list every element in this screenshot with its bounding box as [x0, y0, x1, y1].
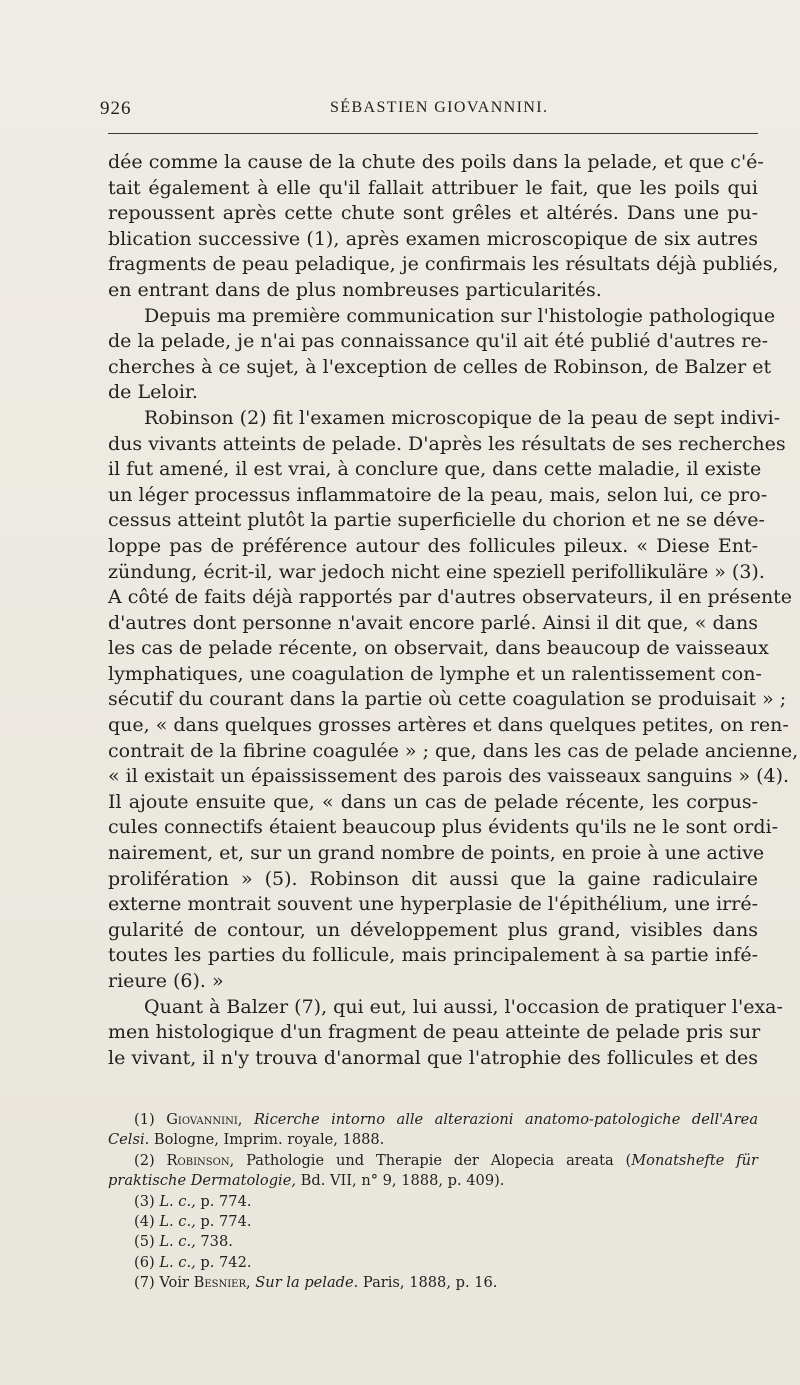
body-line: toutes les parties du follicule, mais principalement à sa partie infé- — [108, 944, 758, 967]
footnote-2-cont — [108, 1171, 758, 1191]
body-line: zündung, écrit-il, war jedoch nicht eine speziell perifollikuläre » (3). — [108, 560, 765, 583]
footnote-3 — [108, 1192, 758, 1212]
footnotes — [108, 1110, 758, 1294]
body-line: externe montrait souvent une hyperplasie de l'épithélium, une irré- — [108, 893, 758, 916]
body-line: dée comme la cause de la chute des poils dans la pelade, et que c'é- — [108, 151, 764, 173]
body-line: « il existait un épaississement des parois des vaisseaux sanguins » (4). — [108, 765, 790, 788]
body-line: nairement, et, sur un grand nombre de points, en proie à une active — [108, 842, 765, 865]
footnote-ref: L. c., — [159, 1233, 196, 1251]
footnote-publisher: Paris, 1888, p. 16. — [362, 1274, 498, 1292]
page-header — [100, 98, 758, 122]
footnote-ref: L. c., — [159, 1192, 196, 1210]
body-text — [108, 150, 799, 1071]
body-line: cessus atteint plutôt la partie superficielle du chorion et ne se déve- — [108, 509, 765, 532]
footnote-number: (4) — [134, 1213, 155, 1231]
body-line: Il ajoute ensuite que, « dans un cas de pelade récente, les corpus- — [108, 790, 758, 813]
footnote-author: Giovannini, — [166, 1111, 243, 1128]
body-line: cules connectifs étaient beaucoup plus évidents qu'ils ne le sont ordi- — [108, 816, 779, 839]
body-line: repoussent après cette chute sont grêles et altérés. Dans une pu- — [108, 202, 758, 225]
body-line: loppe pas de préférence autour des follicules pileux. « Diese Ent- — [108, 534, 758, 557]
footnote-2 — [108, 1151, 758, 1171]
footnote-page: p. 742. — [200, 1253, 252, 1271]
body-line: de Leloir. — [108, 381, 198, 404]
footnote-author: Besnier, — [193, 1274, 251, 1292]
body-line: que, « dans quelques grosses artères et dans quelques petites, on ren- — [108, 714, 789, 737]
footnote-number: (6) — [134, 1253, 155, 1271]
body-line: Quant à Balzer (7), qui eut, lui aussi, l'occasion de pratiquer l'exa- — [144, 995, 783, 1018]
footnote-page: 738. — [200, 1233, 233, 1251]
footnote-1 — [108, 1110, 758, 1130]
body-line: rieure (6). » — [108, 970, 224, 992]
body-line: cherches à ce sujet, à l'exception de celles de Robinson, de Balzer et — [108, 355, 772, 378]
page-number: 926 — [100, 98, 132, 119]
body-line: en entrant dans de plus nombreuses particularités. — [108, 278, 602, 301]
footnote-publisher: Bologne, Imprim. royale, 1888. — [153, 1131, 385, 1149]
footnote-title: Ricerche intorno alle alterazioni anatomo-patologiche dell'Area — [253, 1111, 759, 1128]
footnote-title: Sur la pelade. — [255, 1274, 359, 1292]
body-line: d'autres dont personne n'avait encore parlé. Ainsi il dit que, « dans — [108, 611, 758, 634]
body-line: les cas de pelade récente, on observait, dans beaucoup de vaisseaux — [108, 637, 769, 660]
footnote-number: (3) — [134, 1192, 155, 1210]
footnote-text: Pathologie und Therapie der Alopecia areata ( — [246, 1151, 632, 1169]
footnote-volume: Bd. VII, n° 9, 1888, p. 409). — [300, 1172, 505, 1190]
footnote-6 — [108, 1253, 758, 1273]
footnote-journal: Monatshefte für — [631, 1151, 758, 1169]
footnote-title-cont: Celsi. — [108, 1131, 150, 1149]
footnote-5 — [108, 1232, 758, 1252]
footnote-number: (1) — [134, 1111, 155, 1128]
body-line: de la pelade, je n'ai pas connaissance qu'il ait été publié d'autres re- — [108, 330, 768, 353]
body-line: Robinson (2) fit l'examen microscopique de la peau de sept indivi- — [144, 406, 781, 429]
body-line: Depuis ma première communication sur l'histologie pathologique — [144, 304, 776, 327]
footnote-page: p. 774. — [200, 1192, 252, 1210]
footnote-prefix: Voir — [159, 1274, 189, 1292]
body-line: men histologique d'un fragment de peau atteinte de pelade pris sur — [108, 1021, 761, 1044]
body-line: gularité de contour, un développement plus grand, visibles dans — [108, 918, 758, 941]
body-line: tait également à elle qu'il fallait attribuer le fait, que les poils qui — [108, 176, 758, 199]
body-line: prolifération » (5). Robinson dit aussi que la gaine radiculaire — [108, 867, 758, 890]
footnote-author: Robinson, — [166, 1151, 235, 1169]
footnote-number: (2) — [134, 1151, 155, 1169]
body-line: fragments de peau peladique, je confirmais les résultats déjà publiés, — [108, 253, 779, 276]
body-line: dus vivants atteints de pelade. D'après les résultats de ses recherches — [108, 432, 786, 455]
body-line: sécutif du courant dans la partie où cette coagulation se produisait » ; — [108, 688, 787, 711]
body-line: le vivant, il n'y trouva d'anormal que l'atrophie des follicules et des — [108, 1046, 758, 1069]
footnote-journal-cont: praktische Dermatologie, — [108, 1172, 296, 1190]
body-line: contrait de la fibrine coagulée » ; que, dans les cas de pelade ancienne, — [108, 739, 799, 762]
footnote-ref: L. c., — [159, 1213, 196, 1231]
footnote-number: (7) — [134, 1274, 155, 1292]
body-line: blication successive (1), après examen microscopique de six autres — [108, 227, 758, 250]
footnote-1-cont — [108, 1130, 758, 1150]
footnote-page: p. 774. — [200, 1213, 252, 1231]
footnote-number: (5) — [134, 1233, 155, 1251]
footnote-ref: L. c., — [159, 1253, 196, 1271]
running-head: SÉBASTIEN GIOVANNINI. — [330, 99, 549, 116]
header-rule — [108, 133, 758, 134]
body-line: A côté de faits déjà rapportés par d'autres observateurs, il en présente — [108, 586, 793, 609]
footnote-7 — [108, 1273, 758, 1293]
footnote-4 — [108, 1212, 758, 1232]
body-line: il fut amené, il est vrai, à conclure que, dans cette maladie, il existe — [108, 458, 762, 481]
body-line: un léger processus inflammatoire de la peau, mais, selon lui, ce pro- — [108, 483, 768, 506]
body-line: lymphatiques, une coagulation de lymphe et un ralentissement con- — [108, 662, 762, 685]
